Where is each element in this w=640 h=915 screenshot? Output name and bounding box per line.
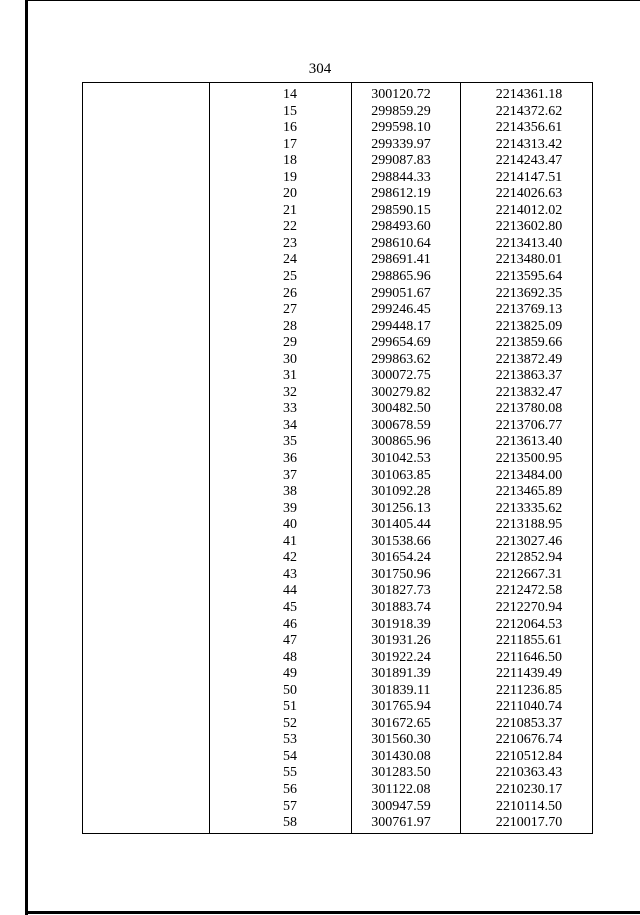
table-row xyxy=(83,501,594,518)
table-row xyxy=(83,434,594,451)
y-coordinate-cell: 2213706.77 xyxy=(495,417,563,433)
x-coordinate-cell: 298612.19 xyxy=(371,186,431,202)
x-coordinate-cell: 301283.50 xyxy=(371,765,431,781)
scan-border-top xyxy=(25,0,640,1)
y-coordinate-cell: 2213335.62 xyxy=(495,500,563,516)
table-row xyxy=(83,699,594,716)
point-number-cell: 30 xyxy=(283,351,297,367)
scan-border-bottom xyxy=(25,911,640,914)
x-coordinate-cell: 301654.24 xyxy=(371,550,431,566)
table-row xyxy=(83,335,594,352)
table-row xyxy=(83,385,594,402)
y-coordinate-cell: 2213872.49 xyxy=(495,351,563,367)
point-number-cell: 50 xyxy=(283,682,297,698)
y-coordinate-cell: 2213863.37 xyxy=(495,368,563,384)
point-number-cell: 39 xyxy=(283,500,297,516)
point-number-cell: 47 xyxy=(283,633,297,649)
point-number-cell: 18 xyxy=(283,153,297,169)
table-row xyxy=(83,104,594,121)
y-coordinate-cell: 2213832.47 xyxy=(495,384,563,400)
x-coordinate-cell: 300947.59 xyxy=(371,798,431,814)
point-number-cell: 25 xyxy=(283,269,297,285)
point-number-cell: 15 xyxy=(283,103,297,119)
table-row xyxy=(83,650,594,667)
y-coordinate-cell: 2213413.40 xyxy=(495,235,563,251)
table-row xyxy=(83,716,594,733)
table-row xyxy=(83,468,594,485)
y-coordinate-cell: 2214243.47 xyxy=(495,153,563,169)
y-coordinate-cell: 2213500.95 xyxy=(495,451,563,467)
y-coordinate-cell: 2213769.13 xyxy=(495,302,563,318)
x-coordinate-cell: 301063.85 xyxy=(371,467,431,483)
x-coordinate-cell: 300865.96 xyxy=(371,434,431,450)
table-row xyxy=(83,302,594,319)
point-number-cell: 14 xyxy=(283,87,297,102)
x-coordinate-cell: 299448.17 xyxy=(371,318,431,334)
y-coordinate-cell: 2210853.37 xyxy=(495,715,563,731)
y-coordinate-cell: 2212064.53 xyxy=(495,616,563,632)
y-coordinate-cell: 2211646.50 xyxy=(496,649,562,665)
point-number-cell: 55 xyxy=(283,765,297,781)
x-coordinate-cell: 298610.64 xyxy=(371,235,431,251)
point-number-cell: 35 xyxy=(283,434,297,450)
x-coordinate-cell: 300761.97 xyxy=(371,815,431,831)
y-coordinate-cell: 2210017.70 xyxy=(495,815,563,831)
x-coordinate-cell: 298590.15 xyxy=(371,202,431,218)
y-coordinate-cell: 2211855.61 xyxy=(496,633,562,649)
y-coordinate-cell: 2213602.80 xyxy=(495,219,563,235)
table-row xyxy=(83,617,594,634)
table-row xyxy=(83,186,594,203)
table-row xyxy=(83,286,594,303)
table-row xyxy=(83,517,594,534)
x-coordinate-cell: 301922.24 xyxy=(371,649,431,665)
y-coordinate-cell: 2212852.94 xyxy=(495,550,563,566)
y-coordinate-cell: 2213027.46 xyxy=(495,533,563,549)
x-coordinate-cell: 301405.44 xyxy=(371,517,431,533)
y-coordinate-cell: 2214372.62 xyxy=(495,103,563,119)
point-number-cell: 38 xyxy=(283,484,297,500)
table-row xyxy=(83,352,594,369)
table-row xyxy=(83,732,594,749)
table-row xyxy=(83,567,594,584)
x-coordinate-cell: 301560.30 xyxy=(371,732,431,748)
table-row xyxy=(83,203,594,220)
table-row xyxy=(83,219,594,236)
point-number-cell: 37 xyxy=(283,467,297,483)
point-number-cell: 49 xyxy=(283,666,297,682)
point-number-cell: 40 xyxy=(283,517,297,533)
x-coordinate-cell: 298865.96 xyxy=(371,269,431,285)
coordinate-table xyxy=(82,82,593,834)
x-coordinate-cell: 301827.73 xyxy=(371,583,431,599)
table-row xyxy=(83,550,594,567)
x-coordinate-cell: 299087.83 xyxy=(371,153,431,169)
point-number-cell: 17 xyxy=(283,136,297,152)
table-row xyxy=(83,153,594,170)
point-number-cell: 26 xyxy=(283,285,297,301)
page-number: 304 xyxy=(308,61,332,77)
point-number-cell: 43 xyxy=(283,566,297,582)
x-coordinate-cell: 300482.50 xyxy=(371,401,431,417)
y-coordinate-cell: 2213780.08 xyxy=(495,401,563,417)
table-row xyxy=(83,368,594,385)
point-number-cell: 33 xyxy=(283,401,297,417)
table-row xyxy=(83,683,594,700)
point-number-cell: 58 xyxy=(283,815,297,831)
point-number-cell: 34 xyxy=(283,417,297,433)
table-row xyxy=(83,451,594,468)
table-row xyxy=(83,484,594,501)
y-coordinate-cell: 2213484.00 xyxy=(495,467,563,483)
point-number-cell: 41 xyxy=(283,533,297,549)
point-number-cell: 56 xyxy=(283,781,297,797)
y-coordinate-cell: 2214147.51 xyxy=(495,169,563,185)
point-number-cell: 36 xyxy=(283,451,297,467)
x-coordinate-cell: 301839.11 xyxy=(371,682,431,698)
x-coordinate-cell: 300279.82 xyxy=(371,384,431,400)
table-row xyxy=(83,319,594,336)
table-row xyxy=(83,782,594,799)
table-row xyxy=(83,252,594,269)
table-row xyxy=(83,120,594,137)
point-number-cell: 22 xyxy=(283,219,297,235)
point-number-cell: 20 xyxy=(283,186,297,202)
y-coordinate-cell: 2210363.43 xyxy=(495,765,563,781)
table-row xyxy=(83,583,594,600)
y-coordinate-cell: 2213613.40 xyxy=(495,434,563,450)
table-row xyxy=(83,600,594,617)
x-coordinate-cell: 301931.26 xyxy=(371,633,431,649)
y-coordinate-cell: 2210676.74 xyxy=(495,732,563,748)
table-row xyxy=(83,401,594,418)
y-coordinate-cell: 2213465.89 xyxy=(495,484,563,500)
y-coordinate-cell: 2211040.74 xyxy=(496,699,562,715)
point-number-cell: 51 xyxy=(283,699,297,715)
y-coordinate-cell: 2213480.01 xyxy=(495,252,563,268)
x-coordinate-cell: 300072.75 xyxy=(371,368,431,384)
y-coordinate-cell: 2213825.09 xyxy=(495,318,563,334)
y-coordinate-cell: 2212472.58 xyxy=(495,583,563,599)
y-coordinate-cell: 2213188.95 xyxy=(495,517,563,533)
y-coordinate-cell: 2212667.31 xyxy=(495,566,563,582)
point-number-cell: 29 xyxy=(283,335,297,351)
x-coordinate-cell: 301765.94 xyxy=(371,699,431,715)
x-coordinate-cell: 301538.66 xyxy=(371,533,431,549)
x-coordinate-cell: 301672.65 xyxy=(371,715,431,731)
table-row xyxy=(83,236,594,253)
y-coordinate-cell: 2214356.61 xyxy=(495,120,563,136)
x-coordinate-cell: 301092.28 xyxy=(371,484,431,500)
x-coordinate-cell: 299654.69 xyxy=(371,335,431,351)
x-coordinate-cell: 298691.41 xyxy=(371,252,431,268)
table-row xyxy=(83,749,594,766)
x-coordinate-cell: 301883.74 xyxy=(371,599,431,615)
y-coordinate-cell: 2211236.85 xyxy=(496,682,562,698)
x-coordinate-cell: 301918.39 xyxy=(371,616,431,632)
point-number-cell: 45 xyxy=(283,599,297,615)
y-coordinate-cell: 2210114.50 xyxy=(496,798,562,814)
table-row xyxy=(83,418,594,435)
y-coordinate-cell: 2210230.17 xyxy=(495,781,563,797)
point-number-cell: 28 xyxy=(283,318,297,334)
y-coordinate-cell: 2212270.94 xyxy=(495,599,563,615)
y-coordinate-cell: 2214313.42 xyxy=(495,136,563,152)
table-row xyxy=(83,815,594,832)
x-coordinate-cell: 301430.08 xyxy=(371,748,431,764)
x-coordinate-cell: 301750.96 xyxy=(371,566,431,582)
point-number-cell: 27 xyxy=(283,302,297,318)
point-number-cell: 32 xyxy=(283,384,297,400)
x-coordinate-cell: 301122.08 xyxy=(371,781,431,797)
y-coordinate-cell: 2210512.84 xyxy=(495,748,563,764)
table-row xyxy=(83,666,594,683)
y-coordinate-cell: 2213859.66 xyxy=(495,335,563,351)
x-coordinate-cell: 299859.29 xyxy=(371,103,431,119)
y-coordinate-cell: 2214012.02 xyxy=(495,202,563,218)
point-number-cell: 16 xyxy=(283,120,297,136)
point-number-cell: 42 xyxy=(283,550,297,566)
point-number-cell: 23 xyxy=(283,235,297,251)
table-row xyxy=(83,799,594,816)
x-coordinate-cell: 301042.53 xyxy=(371,451,431,467)
table-row xyxy=(83,534,594,551)
x-coordinate-cell: 299246.45 xyxy=(371,302,431,318)
scan-border-left xyxy=(25,0,28,915)
point-number-cell: 57 xyxy=(283,798,297,814)
point-number-cell: 48 xyxy=(283,649,297,665)
y-coordinate-cell: 2214026.63 xyxy=(495,186,563,202)
table-body xyxy=(83,87,594,832)
x-coordinate-cell: 301891.39 xyxy=(371,666,431,682)
point-number-cell: 53 xyxy=(283,732,297,748)
x-coordinate-cell: 299339.97 xyxy=(371,136,431,152)
point-number-cell: 31 xyxy=(283,368,297,384)
point-number-cell: 44 xyxy=(283,583,297,599)
y-coordinate-cell: 2214361.18 xyxy=(495,87,563,102)
x-coordinate-cell: 301256.13 xyxy=(371,500,431,516)
point-number-cell: 24 xyxy=(283,252,297,268)
table-row xyxy=(83,765,594,782)
table-row xyxy=(83,269,594,286)
y-coordinate-cell: 2211439.49 xyxy=(496,666,562,682)
point-number-cell: 21 xyxy=(283,202,297,218)
x-coordinate-cell: 300120.72 xyxy=(371,87,431,102)
point-number-cell: 54 xyxy=(283,748,297,764)
point-number-cell: 52 xyxy=(283,715,297,731)
table-row xyxy=(83,137,594,154)
x-coordinate-cell: 298844.33 xyxy=(371,169,431,185)
table-row xyxy=(83,170,594,187)
y-coordinate-cell: 2213692.35 xyxy=(495,285,563,301)
x-coordinate-cell: 299863.62 xyxy=(371,351,431,367)
y-coordinate-cell: 2213595.64 xyxy=(495,269,563,285)
x-coordinate-cell: 298493.60 xyxy=(371,219,431,235)
table-row xyxy=(83,87,594,104)
table-row xyxy=(83,633,594,650)
point-number-cell: 46 xyxy=(283,616,297,632)
point-number-cell: 19 xyxy=(283,169,297,185)
x-coordinate-cell: 299598.10 xyxy=(371,120,431,136)
x-coordinate-cell: 300678.59 xyxy=(371,417,431,433)
x-coordinate-cell: 299051.67 xyxy=(371,285,431,301)
